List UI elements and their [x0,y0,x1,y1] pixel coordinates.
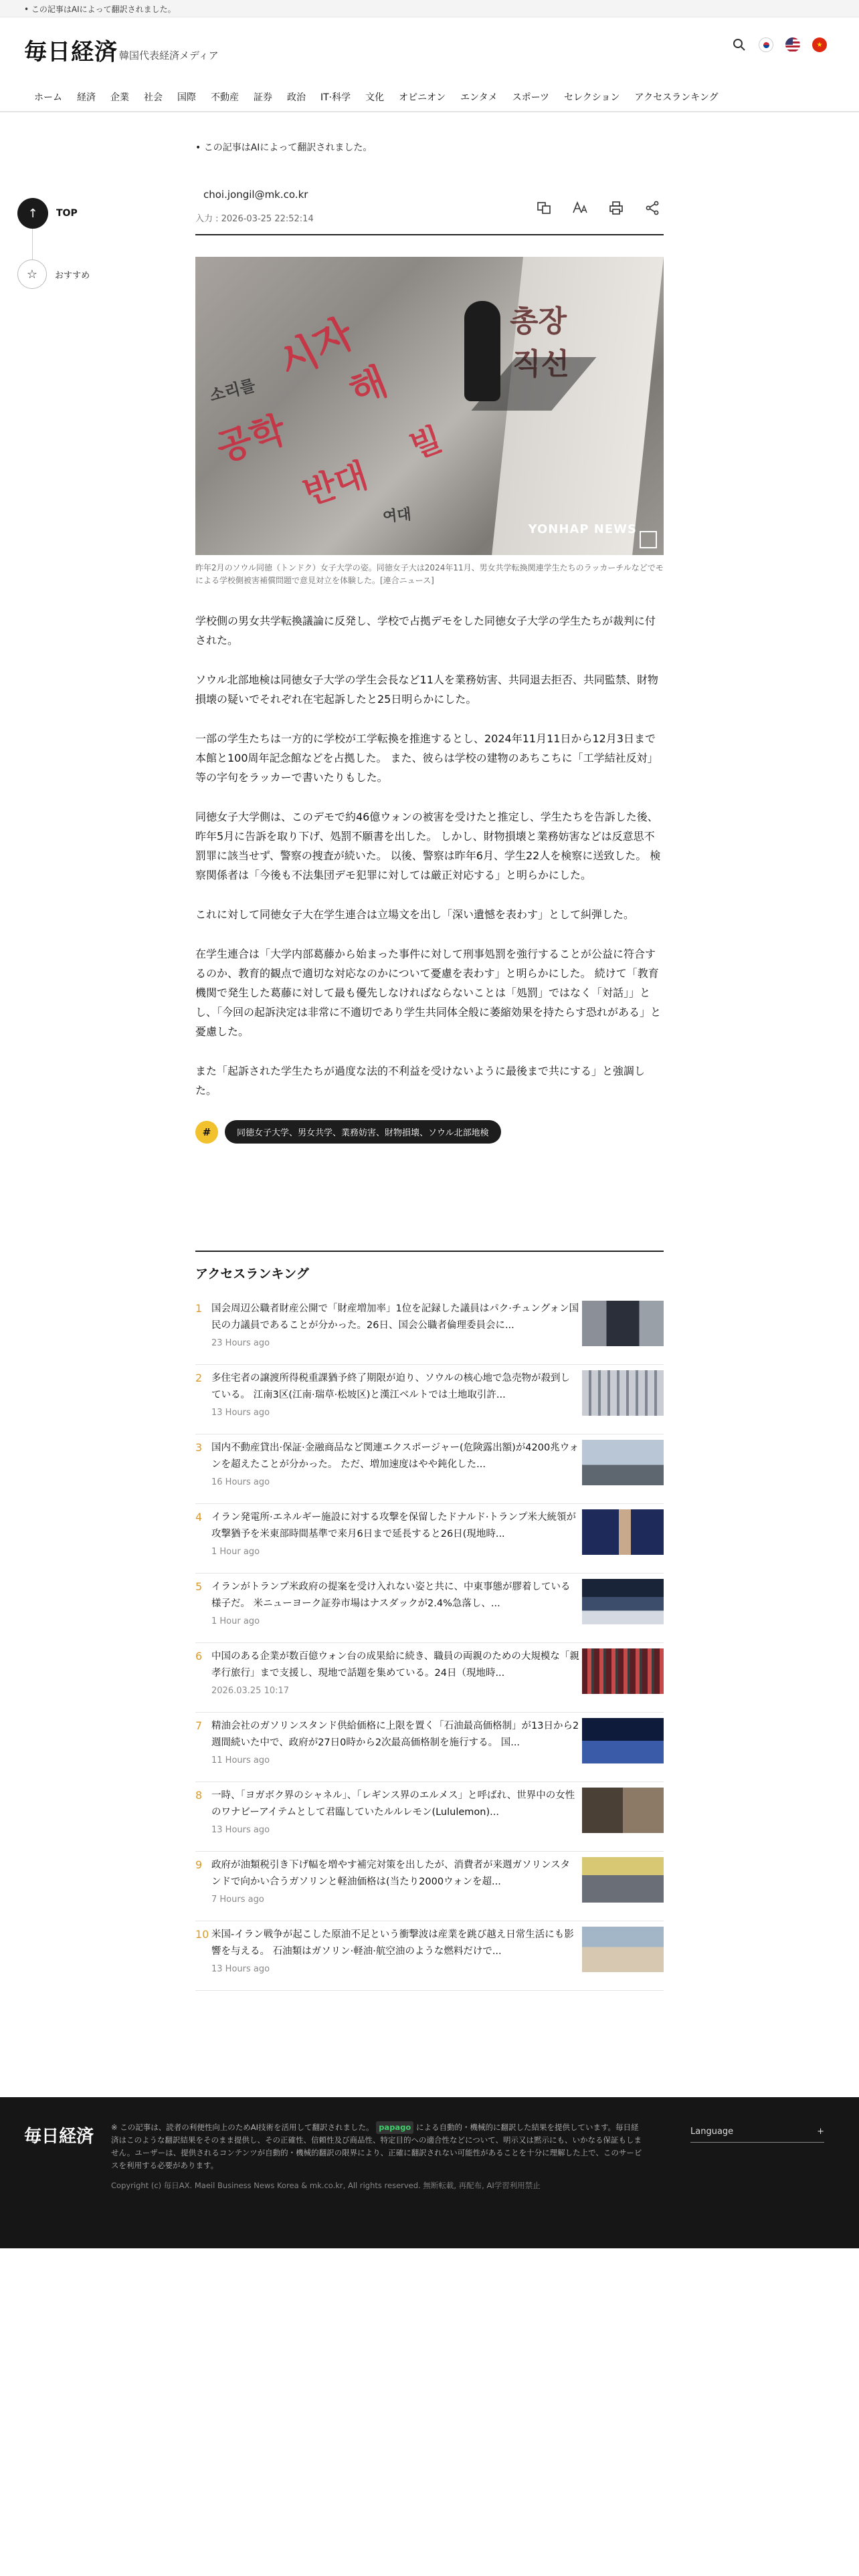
article-body [195,611,664,1100]
ranking-headline[interactable]: 政府が油類税引き下げ幅を増やす補完対策を出したが、消費者が来週ガソリンスタンドで向かい合うガソリンと軽油価格は(当たり2000ウォンを超... [211,1860,571,1887]
translate-icon[interactable] [535,199,553,217]
ranking-headline[interactable]: 一時、「ヨガボク界のシャネル」、「レギンス界のエルメス」と呼ばれ、世界中の女性のワナビーアイテムとして君臨していたルルレモン(Lululemon)... [211,1790,575,1818]
photo-graffiti: 소리를 [207,375,258,405]
china-flag-icon[interactable]: ★ [812,37,827,52]
top-label: TOP [56,208,78,219]
side-divider [32,229,33,259]
header-tools [732,37,827,52]
article-paragraph: ソウル北部地検は同徳女子大学の学生会長など11人を業務妨害、共同退去拒否、共同監禁、財物損壊の疑いでそれぞれ在宅起訴したと25日明らかにした。 [195,673,658,706]
photo-graffiti: 시자 [270,310,361,388]
article-paragraph: 学校側の男女共学転換議論に反発し、学校で占拠デモをした同徳女子大学の学生たちが裁判に付された。 [195,615,656,647]
nav-item[interactable]: スポーツ [512,92,550,103]
article-paragraph: また「起訴された学生たちが過度な法的不利益を受けないように最後まで共にする」と強調した。 [195,1065,646,1097]
nav-item[interactable]: 証券 [254,92,272,103]
site-logo[interactable]: 毎日経済 [24,39,118,66]
ranking-number: 4 [195,1511,203,1523]
ranking-thumbnail[interactable] [582,1370,664,1416]
site-footer [0,2097,859,2248]
nav-item[interactable]: 経済 [77,92,96,103]
ranking-thumbnail[interactable] [582,1927,664,1972]
recommend-button[interactable] [17,259,91,289]
main-navigation [0,83,859,112]
photo-graffiti: 공학 [211,408,291,470]
ranking-number: 2 [195,1372,203,1384]
recommend-label: おすすめ [55,270,90,281]
ranking-thumbnail[interactable] [582,1579,664,1624]
ranking-number: 3 [195,1441,203,1454]
ranking-headline[interactable]: イランがトランプ米政府の提案を受け入れない姿と共に、中東事態が膠着している様子だ。 米ニューヨーク証券市場はナスダックが2.4%急落し、... [211,1582,571,1609]
share-icon[interactable] [644,199,661,217]
ranking-number: 8 [195,1789,203,1802]
language-label: Language [690,2127,734,2137]
tag-pill[interactable]: 同徳女子大学、男女共学、業務妨害、財物損壊、ソウル北部地検 [225,1120,501,1144]
papago-logo: papago [376,2121,413,2134]
photo-graffiti: 빌 [405,420,448,466]
ranking-headline[interactable]: 米国-イラン戦争が起こした原油不足という衝撃波は産業を跳び越え日常生活にも影響を与える。 石油類はガソリン·軽油·航空油のような燃料だけで... [211,1929,574,1957]
ranking-headline[interactable]: 中国のある企業が数百億ウォン台の成果給に続き、職員の両親のための大規模な「親孝行旅行」まで支援し、現地で話題を集めている。24日（現地時... [211,1651,579,1679]
article-paragraph: 同徳女子大学側は、このデモで約46億ウォンの被害を受けたと推定し、学生たちを告訴した後、昨年5月に告訴を取り下げ、処罰不願書を出した。 しかし、財物損壊と業務妨害などは反意思不罰罪に該当せず、警察の捜査が続いた。 以後、警察は昨年6月、学生22人を検察に送致した。 検察関係者は「今後も不法集団デモ犯罪に対しては厳正対応する」と明らかにした。 [195,811,661,881]
article-photo[interactable] [195,257,664,555]
ranking-time: 13 Hours ago [211,1825,270,1835]
translation-notice-bar [0,0,859,17]
photo-person [464,301,500,401]
nav-item[interactable]: 政治 [287,92,306,103]
korean-flag-icon[interactable] [759,37,773,52]
ranking-thumbnail[interactable] [582,1509,664,1555]
plus-icon: + [817,2127,824,2137]
scroll-top-button[interactable] [17,198,91,229]
star-icon[interactable]: ☆ [17,259,47,289]
ranking-item[interactable] [195,1643,664,1713]
ranking-number: 7 [195,1719,203,1732]
footer-notice-lead: ※ この記事は、読者の利便性向上のためAI技術を活用して翻訳されました。 [111,2123,374,2132]
ranking-thumbnail[interactable] [582,1857,664,1903]
arrow-up-icon[interactable]: ↑ [17,198,48,229]
footer-notice-body: による自動的・機械的に翻訳した結果を提供しています。毎日経済はこのような翻訳結果をそのまま提供し、その正確性、信頼性及び商品性、特定目的への適合性などについて、明示又は黙示にも、いかなる保証もしません。ユーザーは、提供されるコンテンツが自動的・機械的翻訳の限界により、正確に翻訳されない可能性があることを十分に理解した上で、このサービスを利用する必要があります。 [111,2123,642,2170]
site-header [0,17,859,88]
photo-caption: 昨年2月のソウル同徳（トンドク）女子大学の姿。同徳女子大は2024年11月、男女共学転換関連学生たちのラッカーチルなどでモによる学校側被害補償問題で意見対立を体験した。[連合ニュース] [195,563,664,585]
ranking-time: 11 Hours ago [211,1755,270,1765]
footer-logo[interactable]: 毎日経済 [24,2127,94,2147]
nav-item[interactable]: オピニオン [399,92,446,103]
ranking-number: 10 [195,1928,209,1941]
ranking-thumbnail[interactable] [582,1718,664,1763]
article-ai-note: • この記事はAIによって翻訳されました。 [195,142,373,153]
ranking-number: 1 [195,1302,203,1315]
side-floating-menu [17,198,91,289]
article [195,140,664,1144]
photo-watermark: YONHAP NEWS [528,522,637,536]
ranking-item[interactable] [195,1574,664,1643]
ranking-thumbnail[interactable] [582,1648,664,1694]
photo-graffiti: 반대 [298,455,373,513]
ranking-headline[interactable]: 国内不動産貸出·保証·金融商品など関連エクスポージャー(危険露出額)が4200兆ウォンを超えたことが分かった。 ただ、増加速度はやや鈍化した... [211,1442,579,1470]
ranking-number: 5 [195,1580,203,1593]
nav-item[interactable]: 企業 [110,92,129,103]
print-icon[interactable] [607,199,625,217]
search-icon[interactable] [732,37,747,52]
ranking-item[interactable] [195,1852,664,1921]
article-tools [535,199,661,217]
nav-item[interactable]: 文化 [365,92,385,103]
us-flag-icon[interactable] [785,37,800,52]
publish-date: 入力 : 2026-03-25 22:52:14 [195,214,314,224]
ranking-item[interactable] [195,1921,664,1991]
ranking-time: 13 Hours ago [211,1408,270,1418]
ranking-item[interactable] [195,1365,664,1434]
nav-item[interactable]: 不動産 [211,92,239,103]
photo-graffiti: 해 [343,359,393,414]
article-paragraph: 在学生連合は「大学内部葛藤から始まった事件に対して刑事処罰を強行することが公益に符合するのか、教育的観点で適切な対応なのかについて憂慮を表わす」と明らかにした。 続けて「教育機関で発生した葛藤に対して最も優先しなければならないことは「処罰」ではなく「対話」」とし、「今回の起訴決定は非常に不適切であり学生共同体全般に萎縮効果を持たらす恐れがある」と憂慮した。 [195,948,662,1038]
language-selector[interactable] [690,2127,824,2143]
article-tags [195,1120,664,1144]
article-paragraph: これに対して同徳女子大在学生連合は立場文を出し「深い遺憾を表わす」として糾弾した。 [195,908,635,921]
ranking-thumbnail[interactable] [582,1788,664,1833]
ranking-time: 2026.03.25 10:17 [211,1686,290,1696]
access-ranking [195,1251,664,1991]
ranking-time: 1 Hour ago [211,1547,260,1557]
author-email[interactable]: choi.jongil@mk.co.kr [203,189,308,201]
nav-item[interactable]: セレクション [564,92,620,103]
footer-copyright: Copyright (c) 毎日AX. Maeil Business News Korea & mk.co.kr, All rights reserved. 無断転載, 再配布, AI学習利用禁止 [111,2181,541,2190]
nav-item[interactable]: 社会 [144,92,163,103]
ranking-time: 23 Hours ago [211,1338,270,1348]
ranking-item[interactable] [195,1713,664,1782]
ranking-time: 13 Hours ago [211,1964,270,1974]
translation-notice-text: • この記事はAIによって翻訳されました。 [24,5,176,14]
ranking-title: アクセスランキング [195,1251,664,1282]
ranking-time: 16 Hours ago [211,1477,270,1487]
ranking-headline[interactable]: 精油会社のガソリンスタンド供給価格に上限を置く「石油最高価格制」が13日から2週間続いた中で、政府が27日0時から2次最高価格制を施行する。 国... [211,1721,579,1748]
nav-item[interactable]: ホーム [34,92,62,103]
byline [195,189,664,235]
nav-item[interactable]: アクセスランキング [634,92,719,103]
ranking-headline[interactable]: イラン発電所·エネルギー施設に対する攻撃を保留したドナルド·トランプ米大統領が攻撃猶予を米東部時間基準で来月6日まで延長すると26日(現地時... [211,1512,576,1539]
ranking-item[interactable] [195,1295,664,1365]
hashtag-icon: # [195,1121,218,1144]
nav-item[interactable]: IT·科学 [320,92,351,103]
site-tagline: 韓国代表経済メディア [119,49,219,62]
photo-graffiti: 여대 [382,506,412,526]
ranking-headline[interactable]: 国会周辺公職者財産公開で「財産増加率」1位を記録した議員はパク·チュングォン国民の力議員であることが分かった。26日、国会公職者倫理委員会に... [211,1303,579,1331]
nav-item[interactable]: エンタメ [460,92,498,103]
font-size-icon[interactable] [571,199,589,217]
ranking-time: 7 Hours ago [211,1895,264,1905]
footer-notice [111,2121,646,2172]
expand-icon[interactable] [640,531,657,548]
ranking-number: 6 [195,1650,203,1662]
ranking-list [195,1295,664,1991]
ranking-thumbnail[interactable] [582,1301,664,1346]
ranking-item[interactable] [195,1434,664,1504]
article-paragraph: 一部の学生たちは一方的に学校が工学転換を推進するとし、2024年11月11日から12月3日まで本館と100周年記念館などを占拠した。 また、彼らは学校の建物のあちこちに「工学結社反対」等の字句をラッカーで書いたりもした。 [195,732,658,784]
photo-graffiti: 총장 [510,304,567,338]
nav-item[interactable]: 国際 [177,92,196,103]
ranking-item[interactable] [195,1504,664,1574]
ranking-time: 1 Hour ago [211,1616,260,1626]
ranking-headline[interactable]: 多住宅者の譲渡所得税重課猶予終了期限が迫り、ソウルの核心地で急売物が殺到している。 江南3区(江南·瑞草·松坡区)と漢江ベルトでは土地取引許... [211,1373,571,1400]
ranking-item[interactable] [195,1782,664,1852]
ranking-thumbnail[interactable] [582,1440,664,1485]
ranking-number: 9 [195,1858,203,1871]
